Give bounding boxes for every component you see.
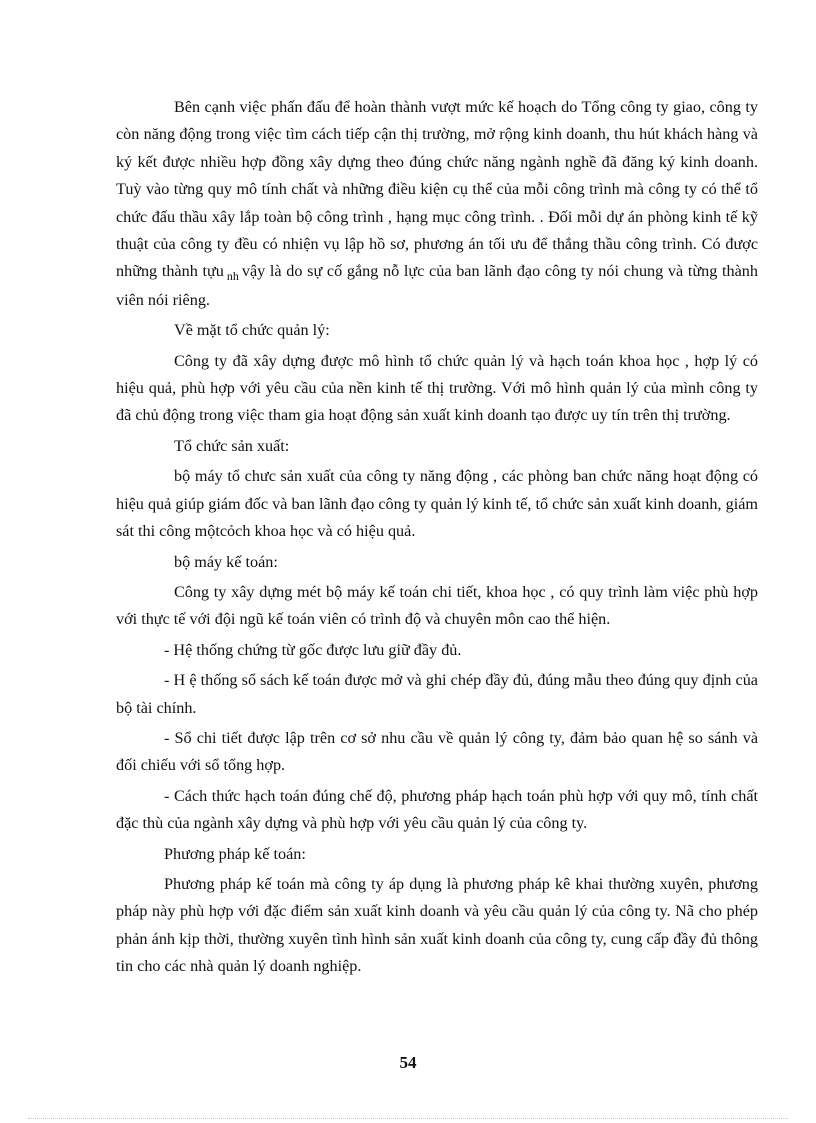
bullet-methods: - Cách thức hạch toán đúng chế độ, phương pháp hạch toán phù hợp với quy mô, tính chất đặc thù của ngành xây dựng và phù hợp với yêu cầu quản lý của công ty. [116, 786, 758, 833]
inserted-fragment: nh [226, 269, 239, 284]
heading-accounting-apparatus: bộ máy kế toán: [174, 552, 278, 571]
footer-divider [28, 1118, 788, 1119]
paragraph-intro-text: Bên cạnh việc phấn đấu để hoàn thành vượt mức kế hoạch do Tổng công ty giao, công ty còn năng động trong việc tìm cách tiếp cận thị trường, mở rộng kinh doanh, thu hút khách hàng và ký kết được nhiều hợp đồng xây dựng theo đúng chức năng ngành nghề đã đăng ký kinh doanh. Tuỳ vào từng quy mô tính chất và những điều kiện cụ thể của mỗi công trình mà công ty có thể tổ chức đấu thầu xây lắp toàn bộ công trình , hạng mục công trình. . Đối mỗi dự án phòng kinh tế kỹ thuật của công ty đều có nhiện vụ lập hồ sơ, phương án tối ưu để thắng thầu công trình. Có được những thành tựu [116, 98, 758, 281]
heading-production: Tổ chức sản xuất: [174, 436, 290, 455]
bullet-vouchers: - Hệ thống chứng từ gốc được lưu giữ đầy đủ. [164, 640, 462, 659]
heading-accounting-method: Phương pháp kế toán: [164, 844, 306, 863]
bullet-books: - H ệ thống sổ sách kế toán được mở và ghi chép đầy đủ, đúng mẫu theo đúng quy định của bộ tài chính. [116, 671, 758, 717]
paragraph-intro [116, 94, 758, 314]
paragraph-accounting-apparatus: Công ty xây dựng mét bộ máy kế toán chi tiết, khoa học , có quy trình làm việc phù hợp với thực tế với đội ngũ kế toán viên có trình độ và chuyên môn cao thể hiện. [116, 582, 758, 629]
body-text [116, 94, 758, 981]
paragraph-intro-end: vậy là do sự cố gắng nỗ lực của ban lãnh đạo công ty nói chung và từng thành viên nói riêng. [116, 262, 758, 309]
paragraph-production: bộ máy tổ chưc sản xuất của công ty năng động , các phòng ban chức năng hoạt động có hiệu quả giúp giám đốc và ban lãnh đạo công ty quản lý kinh tế, tổ chức sản xuất kinh doanh, giám sát thi công mộtcỏch khoa học và có hiệu quả. [116, 467, 758, 541]
paragraph-management: Công ty đã xây dựng được mô hình tổ chức quản lý và hạch toán khoa học , hợp lý có hiệu quả, phù hợp với yêu cầu của nền kinh tế thị trường. Với mô hình quản lý của mình công ty đã chủ động trong việc tham gia hoạt động sản xuất kinh doanh tạo được uy tín trên thị trường. [116, 351, 758, 425]
paragraph-accounting-method: Phương pháp kế toán mà công ty áp dụng là phương pháp kê khai thường xuyên, phương pháp này phù hợp với đặc điểm sản xuất kinh doanh và yêu cầu quản lý của công ty. Nã cho phép phản ánh kịp thời, thường xuyên tình hình sản xuất kinh doanh của công ty, cung cấp đầy đủ thông tin cho các nhà quản lý doanh nghiệp. [116, 874, 758, 976]
page-number: 54 [399, 1053, 417, 1072]
bullet-ledger: - Sổ chi tiết được lập trên cơ sở nhu cầu về quản lý công ty, đảm bảo quan hệ so sánh và đối chiếu với sổ tổng hợp. [116, 728, 758, 775]
heading-management: Về mặt tổ chức quản lý: [174, 321, 330, 340]
